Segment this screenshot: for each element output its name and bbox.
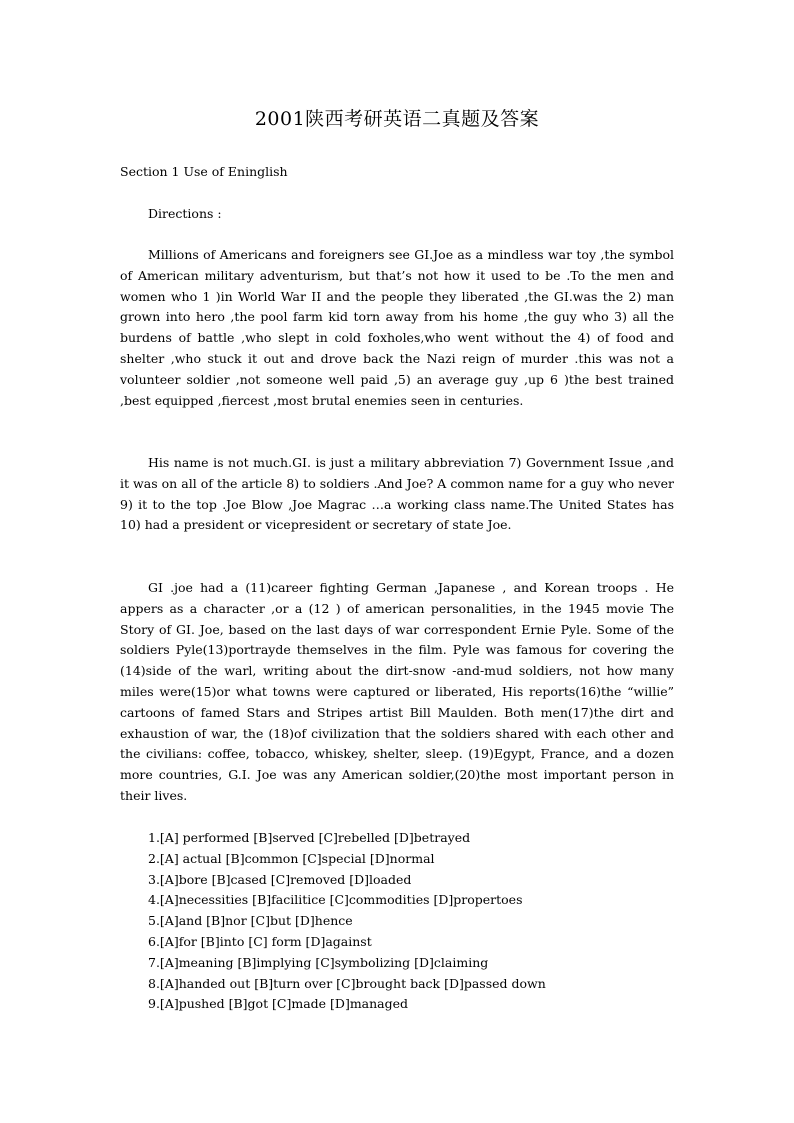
document-title: 2001陕西考研英语二真题及答案 (254, 108, 540, 130)
option-line-7: 7.[A]meaning [B]implying [C]symbolizing [D]claiming (148, 954, 489, 970)
option-line-5: 5.[A]and [B]nor [C]but [D]hence (148, 913, 353, 929)
answer-options (148, 828, 546, 1015)
directions-label: Directions : (148, 206, 222, 221)
option-line-3: 3.[A]bore [B]cased [C]removed [D]loaded (148, 871, 412, 887)
option-line-4: 4.[A]necessities [B]facilitice [C]commodities [D]propertoes (148, 892, 523, 908)
option-line-8: 8.[A]handed out [B]turn over [C]brought back [D]passed down (148, 975, 546, 991)
passage-paragraph-1: Millions of Americans and foreigners see GI.Joe as a mindless war toy ,the symbol of American military adventurism, but that’s not how it used to be .To the men and women who 1 )in World War II and the people they liberated ,the GI.was the 2) man grown into hero ,the pool farm kid torn away from his home ,the guy who 3) all the burdens of battle ,who slept in cold foxholes,who went without the 4) of food and shelter ,who stuck it out and drove back the Nazi reign of murder .this was not a volunteer soldier ,not someone well paid ,5) an average guy ,up 6 )the best trained ,best equipped ,fiercest ,most brutal enemies seen in centuries. (120, 247, 674, 408)
option-line-6: 6.[A]for [B]into [C] form [D]against (148, 933, 372, 949)
option-line-9: 9.[A]pushed [B]got [C]made [D]managed (148, 996, 409, 1012)
section-heading: Section 1 Use of Eninglish (120, 164, 288, 179)
passage-paragraph-3: GI .joe had a (11)career fighting German ,Japanese , and Korean troops . He appers as a character ,or a (12 ) of american personalities, in the 1945 movie The Story of GI. Joe, based on the last days of war correspondent Ernie Pyle. Some of the soldiers Pyle(13)portrayde themselves in the film. Pyle was famous for covering the (14)side of the warl, writing about the dirt-snow -and-mud soldiers, not how many miles were(15)or what towns were captured or liberated, His reports(16)the “willie” cartoons of famed Stars and Stripes artist Bill Maulden. Both men(17)the dirt and exhaustion of war, the (18)of civilization that the soldiers shared with each other and the civilians: coffee, tobacco, whiskey, shelter, sleep. (19)Egypt, France, and a dozen more countries, G.I. Joe was any American soldier,(20)the most important person in their lives. (120, 580, 674, 803)
passage-paragraph-2: His name is not much.GI. is just a military abbreviation 7) Government Issue ,and it was on all of the article 8) to soldiers .And Joe? A common name for a guy who never 9) it to the top .Joe Blow ,Joe Magrac …a working class name.The United States has 10) had a president or vicepresident or secretary of state Joe. (120, 455, 674, 533)
option-line-2: 2.[A] actual [B]common [C]special [D]normal (148, 850, 435, 866)
option-line-1: 1.[A] performed [B]served [C]rebelled [D]betrayed (148, 830, 471, 845)
